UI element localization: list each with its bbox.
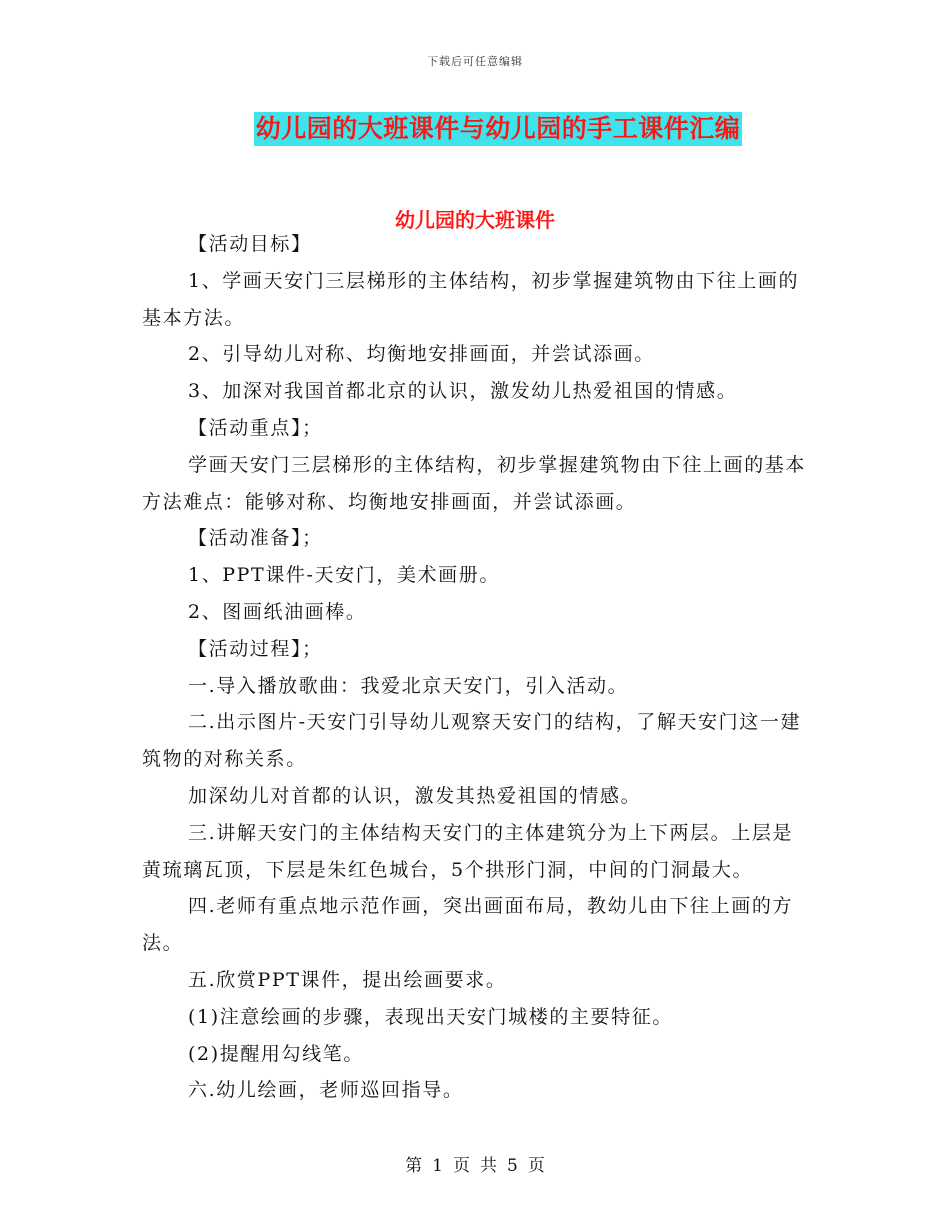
page-footer [0, 1151, 950, 1176]
paragraph-goal-1: 1、学画天安门三层梯形的主体结构，初步掌握建筑物由下往上画的基本方法。 [142, 269, 800, 329]
paragraph-step-1: 一.导入播放歌曲：我爱北京天安门，引入活动。 [188, 674, 629, 697]
paragraph-preparation-1: 1、PPT课件-天安门，美术画册。 [188, 564, 500, 587]
paragraph-step-5: 五.欣赏PPT课件，提出绘画要求。 [188, 968, 507, 991]
footer-page-number: 1 [432, 1156, 443, 1176]
paragraph-step-5-item-2: (2)提醒用勾线笔。 [188, 1042, 364, 1065]
footer-total-pages: 5 [507, 1156, 518, 1176]
paragraph-key-points: 学画天安门三层梯形的主体结构，初步掌握建筑物由下往上画的基本方法难点：能够对称、均衡地安排画面，并尝试添画。 [142, 453, 807, 513]
paragraph-goal-3: 3、加深对我国首都北京的认识，激发幼儿热爱祖国的情感。 [188, 380, 738, 403]
paragraph-step-2: 二.出示图片-天安门引导幼儿观察天安门的结构，了解天安门这一建筑物的对称关系。 [142, 711, 802, 771]
paragraph-step-6: 六.幼儿绘画，老师巡回指导。 [188, 1079, 464, 1102]
footer-total-label: 共 [480, 1156, 497, 1176]
document-title: 幼儿园的大班课件与幼儿园的手工课件汇编 [254, 112, 743, 146]
footer-page-unit: 页 [453, 1156, 470, 1176]
paragraph-goal-2: 2、引导幼儿对称、均衡地安排画面，并尝试添画。 [188, 343, 655, 366]
paragraph-key-points-heading: 【活动重点】； [188, 416, 323, 439]
document-body [142, 226, 810, 1109]
paragraph-step-2-note: 加深幼儿对首都的认识，激发其热爱祖国的情感。 [188, 784, 642, 807]
header-note: 下载后可任意编辑 [427, 55, 523, 68]
paragraph-activity-goals-heading: 【活动目标】 [188, 233, 312, 255]
footer-total-unit: 页 [527, 1156, 545, 1176]
document-title-container [0, 112, 950, 146]
paragraph-step-4: 四.老师有重点地示范作画，突出画面布局，教幼儿由下往上画的方法。 [142, 895, 794, 955]
paragraph-preparation-2: 2、图画纸油画棒。 [188, 600, 367, 623]
section-title: 幼儿园的大班课件 [395, 208, 555, 232]
paragraph-process-heading: 【活动过程】； [188, 637, 323, 660]
footer-page-label: 第 [405, 1156, 423, 1176]
paragraph-step-3: 三.讲解天安门的主体结构天安门的主体建筑分为上下两层。上层是黄琉璃瓦顶，下层是朱红色城台，5个拱形门洞，中间的门洞最大。 [142, 821, 794, 881]
paragraph-step-5-item-1: (1)注意绘画的步骤，表现出天安门城楼的主要特征。 [188, 1005, 673, 1028]
paragraph-preparation-heading: 【活动准备】； [188, 527, 323, 550]
